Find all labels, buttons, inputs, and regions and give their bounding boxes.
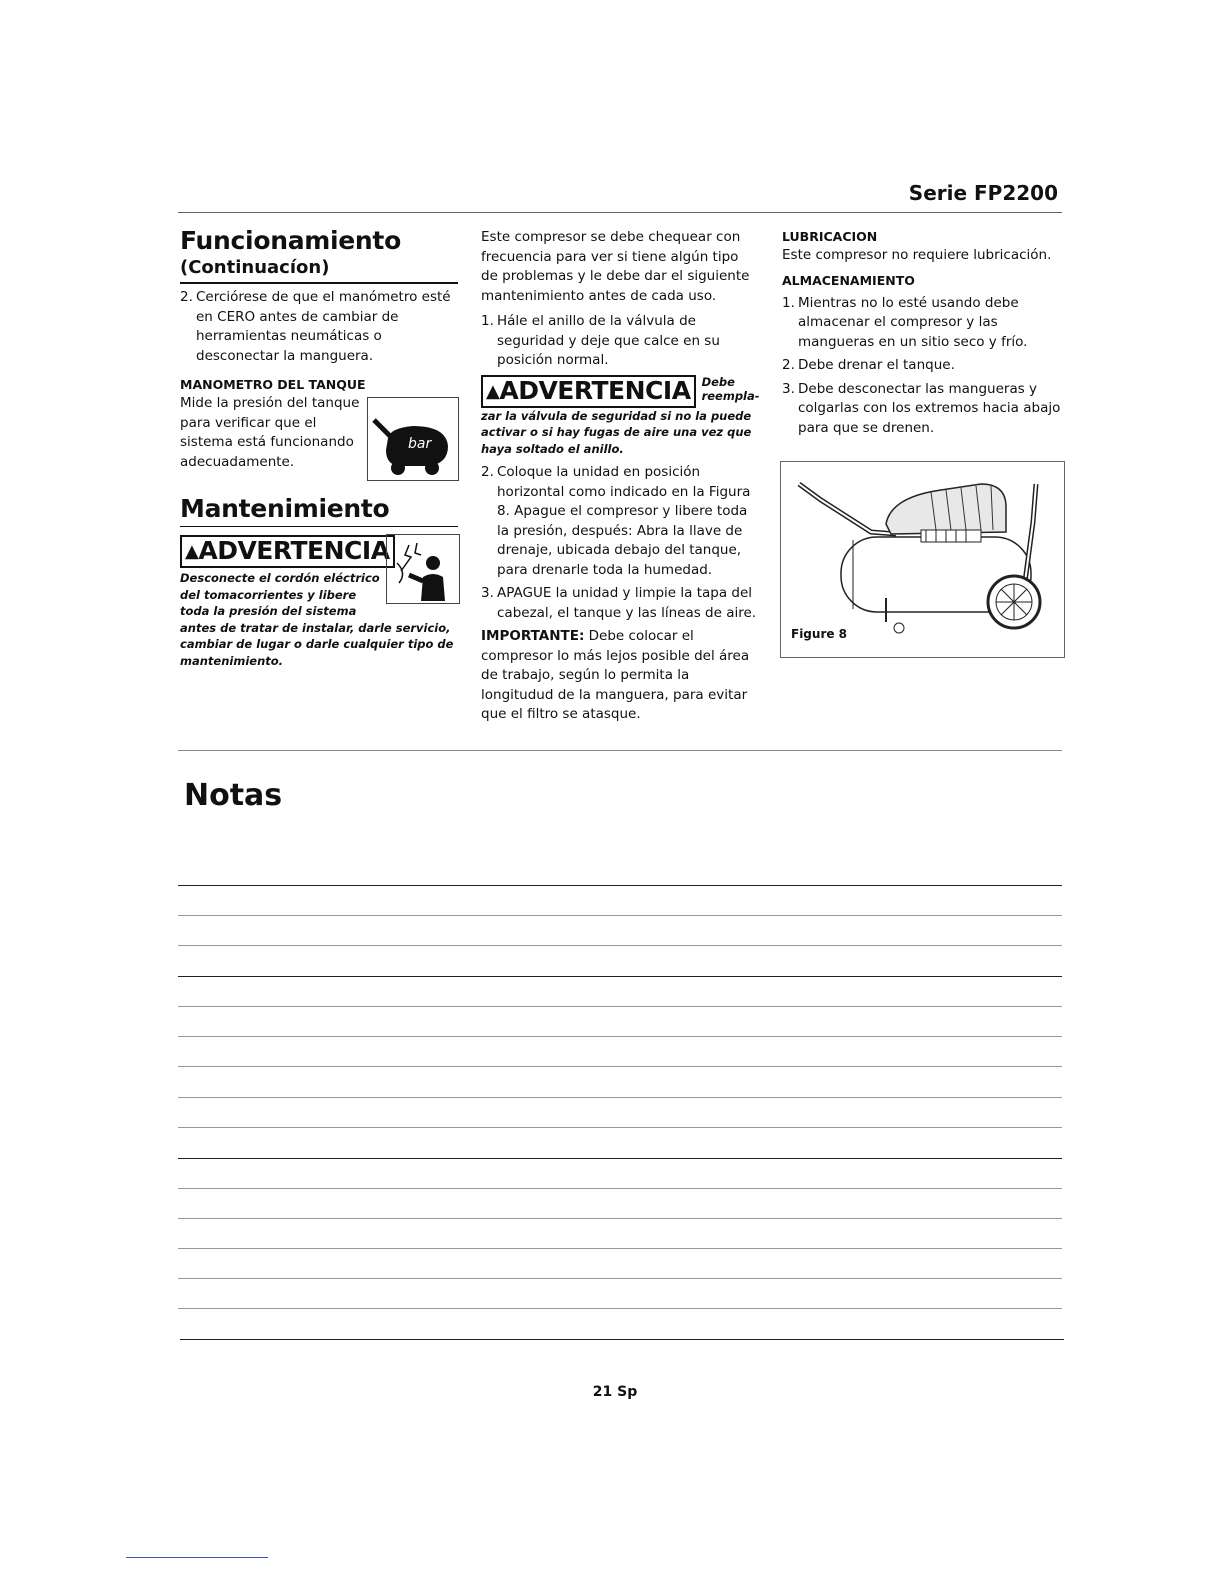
list-item: 1. Mientras no lo esté usando debe almacenar el compresor y las mangueras en un sitio seco y frío.: [782, 294, 1028, 350]
list-item: 3. Debe desconectar las mangueras y colgarlas con los extremos hacia abajo para que se drenen.: [782, 380, 1061, 436]
list-item: 3. APAGUE la unidad y limpie la tapa del cabezal, el tanque y las líneas de aire.: [481, 585, 757, 621]
note-line: [178, 1097, 1062, 1098]
lubrication-heading: LUBRICACION: [782, 229, 878, 244]
gauge-heading: MANOMETRO DEL TANQUE: [180, 377, 366, 392]
note-line: [178, 1188, 1062, 1189]
note-line: [178, 976, 1062, 977]
figure-label: Figure 8: [791, 627, 848, 641]
note-line: [178, 1066, 1062, 1067]
note-line: [178, 1308, 1062, 1309]
footer-link-underline: [126, 1557, 268, 1558]
note-line: [178, 1278, 1062, 1279]
storage-heading: ALMACENAMIENTO: [782, 272, 915, 288]
list-item: 2. Debe drenar el tanque.: [782, 357, 955, 373]
note-line: [180, 1339, 1064, 1340]
section-title-mantenimiento: Mantenimiento: [180, 494, 458, 527]
notes-title: Notas: [184, 778, 283, 813]
page-number: 21 Sp: [592, 1384, 638, 1400]
warning-text: zar la válvula de seguridad si no la puede activar o si hay fugas de aire una vez que haya soltado el anillo.: [481, 408, 752, 456]
warning-text-continued: antes de tratar de instalar, darle servicio, cambiar de lugar o darle cualquier tipo de mantenimiento.: [180, 620, 454, 668]
note-line: [178, 1248, 1062, 1249]
note-line: [178, 1218, 1062, 1219]
warning-banner: ▲ADVERTENCIA: [180, 535, 458, 568]
shock-hazard-icon: [386, 534, 460, 604]
list-item: 2. Cerciórese de que el manómetro esté en CERO antes de cambiar de herramientas neumáticas o desconectar la manguera.: [180, 289, 451, 364]
warning-banner: ▲ADVERTENCIA Debe reempla-: [481, 375, 759, 408]
note-line: [178, 1036, 1062, 1037]
note-line: [178, 1158, 1062, 1159]
section-divider: [178, 750, 1062, 751]
warning-text: Desconecte el cordón eléctrico del tomacorrientes y libere toda la presión del sistema: [180, 571, 380, 618]
figure-8-compressor: [780, 461, 1065, 658]
warning-triangle-icon: ▲: [185, 541, 199, 562]
middle-column: [481, 228, 759, 725]
gauge-icon: [367, 397, 459, 481]
lubrication-text: Este compresor no requiere lubricación.: [782, 247, 1052, 263]
note-line: [178, 885, 1062, 886]
gauge-text: Mide la presión del tanque para verificar que el sistema está funcionando adecuadamente.: [180, 395, 360, 470]
section-subtitle: (Continuacíon): [180, 256, 458, 284]
warning-triangle-icon: ▲: [486, 380, 500, 402]
note-line: [178, 1127, 1062, 1128]
series-title: Serie FP2200: [908, 181, 1058, 205]
header-rule: [178, 212, 1062, 213]
important-note: IMPORTANTE: Debe colocar el compresor lo más lejos posible del área de trabajo, según lo permita la longitudud de la manguera, para evitar que el filtro se atasque.: [481, 628, 750, 722]
note-line: [178, 915, 1062, 916]
maintenance-intro: Este compresor se debe chequear con frecuencia para ver si tiene algún tipo de problemas y le debe dar el siguiente mantenimiento antes de cada uso.: [481, 229, 750, 304]
right-column: [782, 228, 1062, 438]
note-line: [178, 945, 1062, 946]
list-item: 1. Hále el anillo de la válvula de seguridad y deje que calce en su posición normal.: [481, 313, 720, 368]
list-item: 2. Coloque la unidad en posición horizontal como indicado en la Figura 8. Apague el compresor y libere toda la presión, después: Abra la llave de drenaje, ubicada debajo del tanque, para drenarle toda la humedad.: [481, 464, 751, 578]
note-line: [178, 1006, 1062, 1007]
section-title-funcionamiento: Funcionamiento: [180, 226, 401, 255]
gauge-icon-label: bar: [408, 436, 432, 452]
